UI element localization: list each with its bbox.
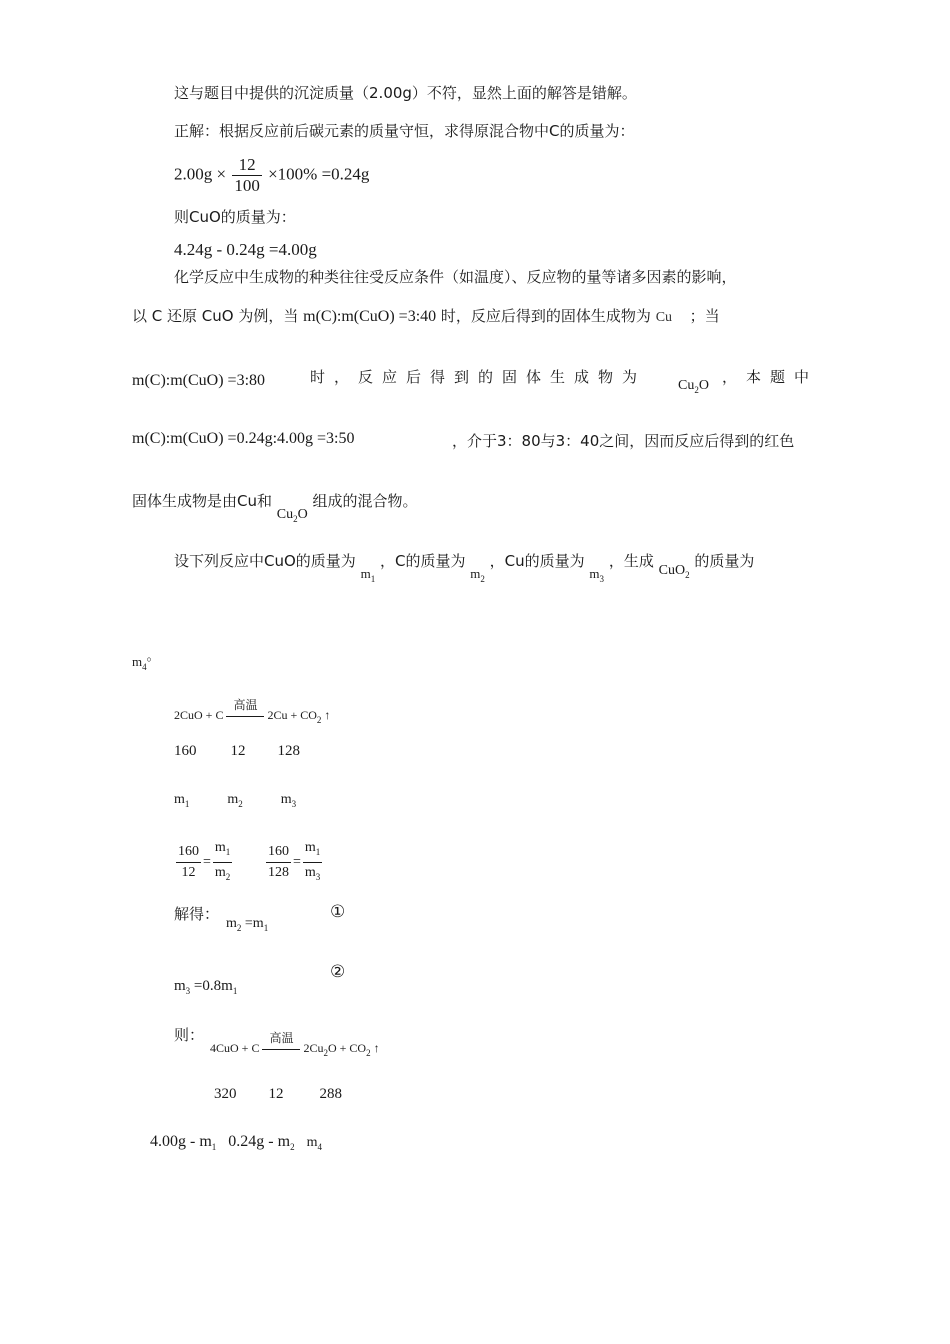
text-line-reaction-factors: 化学反应中生成物的种类往往受反应条件（如温度）、反应物的量等诸多因素的影响， <box>174 268 737 286</box>
text-line-1: 这与题目中提供的沉淀质量（2.00g）不符，显然上面的解答是错解。 <box>174 84 637 102</box>
reaction-1: 2CuO + C 高温 $2Cu + CO_2$ ↑ <box>174 698 331 725</box>
text-line-define-masses: 设下列反应中CuO的质量为 $m_1$ ，C的质量为 $m_2$ ，Cu的质量为 $m_3$ ，生成 CuO$_2$ 的质量为 <box>174 552 755 584</box>
circle-number-2: ② <box>330 962 346 981</box>
equation-cuo-mass: 4.24g - 0.24g =4.00g <box>174 240 317 259</box>
condition-high-temp-1: 高温 <box>226 710 264 725</box>
text-this-problem: ，本题中 <box>722 368 819 386</box>
fraction-12-100: $\frac{12}{100}$ <box>234 155 260 195</box>
text-line-cuo-mass: 则CuO的质量为： <box>174 208 296 226</box>
circle-number-1: ① <box>330 902 346 921</box>
ratio-equation-2: $\frac{160}{128}$ = $\frac{m_1}{m_3}$ <box>268 840 321 882</box>
solution-2: $m_3 =0.8m_1$ <box>174 978 238 996</box>
ratio-equation-1: $\frac{160}{12}$ = $\frac{m_1}{m_2}$ <box>178 840 231 882</box>
variable-m4: $m_4$。 <box>132 649 160 672</box>
reaction-2: 4CuO + C 高温 $2Cu_2O + CO_2$ ↑ <box>210 1031 380 1058</box>
label-then: 则： <box>174 1026 205 1044</box>
text-line-product-cu2o: 时，反应后得到的固体生成物为 <box>310 368 647 386</box>
formula-cu2o: $Cu_2O$ <box>678 378 709 395</box>
reaction-1-molar-masses: 160 12 128 <box>174 743 300 759</box>
condition-high-temp-2: 高温 <box>262 1043 300 1058</box>
label-solve: 解得： <box>174 905 220 923</box>
reaction-1-variables: $m_1$ $m_2$ $m_3$ <box>174 792 297 809</box>
text-line-example: 以 C 还原 CuO 为例，当 m(C):m(CuO) =3:40 时，反应后得到的固体生成物为 Cu ；当 <box>132 307 720 325</box>
equation-carbon-mass: 2.00g × $\frac{12}{100}$ ×100% =0.24g <box>174 155 370 195</box>
reaction-2-variables: $4.00g - m_1$ $0.24g - m_2$ $m_4$ <box>150 1133 322 1152</box>
ratio-3-80: m(C):m(CuO) =3:80 <box>132 372 266 389</box>
reaction-2-molar-masses: 320 12 288 <box>214 1086 342 1102</box>
formula-cu2o-2: $Cu_2O$ <box>276 507 308 524</box>
text-line-2: 正解：根据反应前后碳元素的质量守恒，求得原混合物中C的质量为： <box>174 122 635 140</box>
solution-1: $m_2 =m_1$ <box>226 916 269 933</box>
ratio-3-50: m(C):m(CuO) =0.24g:4.00g =3:50 <box>132 430 355 447</box>
text-line-mixture: 固体生成物是由Cu和 $Cu_2O$ 组成的混合物。 <box>132 492 418 524</box>
text-line-between: ，介于3：80与3：40之间，因而反应后得到的红色 <box>452 432 795 450</box>
